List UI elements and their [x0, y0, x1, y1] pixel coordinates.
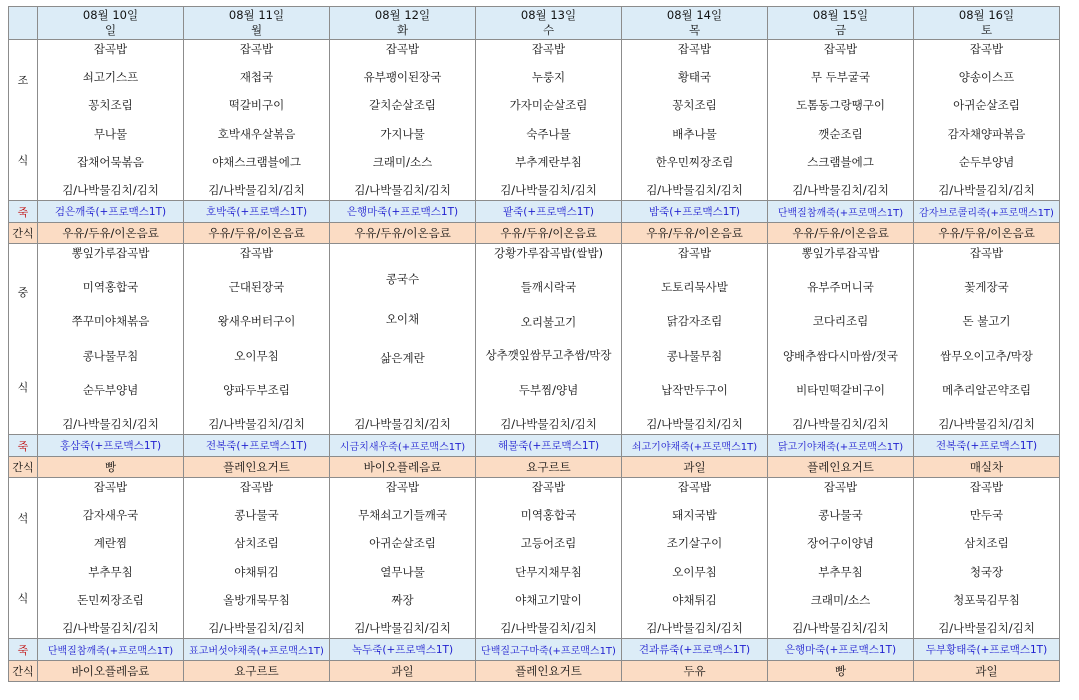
menu-item: 순두부양념	[82, 382, 139, 397]
menu-item: 조기살구이	[666, 536, 723, 551]
menu-item: 잡곡밥	[531, 42, 566, 56]
menu-item: 배추나물	[672, 126, 717, 141]
menu-item: 야채튀김	[672, 592, 717, 607]
porridge-label: 죽	[9, 201, 38, 223]
snack-cell: 요구르트	[476, 457, 622, 478]
snack-cell: 우유/두유/이온음료	[476, 223, 622, 244]
porridge-cell: 두부황태죽(+프로맥스1T)	[914, 639, 1060, 661]
menu-item: 잡곡밥	[93, 480, 128, 494]
day-weekday: 수	[542, 23, 555, 37]
menu-item: 크래미/소스	[372, 154, 433, 169]
menu-item: 쇠고기스프	[82, 70, 139, 85]
menu-item: 삼치조림	[964, 536, 1009, 551]
menu-cell	[38, 40, 184, 201]
menu-item: 숙주나물	[526, 126, 571, 141]
menu-item: 쭈꾸미야채볶음	[71, 314, 150, 329]
porridge-cell: 전복죽(+프로맥스1T)	[184, 435, 330, 457]
menu-item: 오이무침	[234, 348, 279, 363]
dinner-row	[9, 478, 1060, 639]
menu-item: 콩나물무침	[666, 348, 723, 363]
porridge-cell: 단백질고구마죽(+프로맥스1T)	[476, 639, 622, 661]
menu-item: 잡곡밥	[239, 42, 274, 56]
header-day	[330, 7, 476, 40]
snack-cell: 빵	[38, 457, 184, 478]
breakfast-porridge-row	[9, 201, 1060, 223]
menu-item: 황태국	[677, 70, 712, 85]
menu-item: 김/나박물김치/김치	[938, 620, 1035, 635]
menu-item: 뽕잎가루잡곡밥	[801, 246, 880, 260]
menu-item: 김/나박물김치/김치	[354, 416, 451, 431]
day-date: 08월 15일	[812, 8, 869, 22]
meal-label-char: 식	[17, 592, 29, 605]
snack-cell: 과일	[914, 661, 1060, 682]
menu-cell	[768, 478, 914, 639]
dinner-porridge-row	[9, 639, 1060, 661]
menu-item: 잡곡밥	[239, 246, 274, 260]
day-weekday: 금	[834, 23, 847, 37]
menu-item: 김/나박물김치/김치	[500, 182, 597, 197]
meal-label	[9, 40, 38, 201]
menu-item: 김/나박물김치/김치	[208, 182, 305, 197]
menu-item: 상추깻잎쌈무고추쌈/막장	[485, 348, 612, 363]
snack-cell: 요구르트	[184, 661, 330, 682]
snack-label: 간식	[9, 457, 38, 478]
menu-item: 비타민떡갈비구이	[796, 382, 885, 397]
menu-item: 뽕잎가루잡곡밥	[71, 246, 150, 260]
menu-item: 장어구이양념	[807, 536, 874, 551]
menu-item: 감자채양파볶음	[947, 126, 1026, 141]
menu-item: 잡곡밥	[823, 42, 858, 56]
porridge-cell: 녹두죽(+프로맥스1T)	[330, 639, 476, 661]
day-date: 08월 13일	[520, 8, 577, 22]
menu-item: 콩나물국	[234, 508, 279, 523]
menu-item: 꽃게장국	[964, 280, 1009, 295]
menu-item: 김/나박물김치/김치	[792, 620, 889, 635]
menu-item: 잡곡밥	[677, 480, 712, 494]
menu-item: 올방개묵무침	[223, 592, 290, 607]
snack-cell: 플레인요거트	[184, 457, 330, 478]
porridge-cell: 닭고기야채죽(+프로맥스1T)	[768, 435, 914, 457]
day-date: 08월 16일	[958, 8, 1015, 22]
menu-item: 무나물	[93, 126, 128, 141]
menu-item: 김/나박물김치/김치	[938, 416, 1035, 431]
snack-cell: 플레인요거트	[476, 661, 622, 682]
menu-item: 잡곡밥	[385, 42, 420, 56]
porridge-label: 죽	[9, 435, 38, 457]
menu-item: 김/나박물김치/김치	[208, 620, 305, 635]
porridge-cell: 팥죽(+프로맥스1T)	[476, 201, 622, 223]
porridge-cell: 해물죽(+프로맥스1T)	[476, 435, 622, 457]
porridge-cell: 시금치새우죽(+프로맥스1T)	[330, 435, 476, 457]
menu-item: 잡곡밥	[385, 480, 420, 494]
menu-item: 김/나박물김치/김치	[500, 620, 597, 635]
menu-item: 잡곡밥	[93, 42, 128, 56]
menu-cell	[914, 478, 1060, 639]
menu-cell	[622, 244, 768, 435]
menu-item: 아귀순살조림	[953, 98, 1020, 113]
header-day	[622, 7, 768, 40]
breakfast-snack-row	[9, 223, 1060, 244]
menu-item: 야채튀김	[234, 564, 279, 579]
menu-item: 무 두부굴국	[810, 70, 871, 85]
menu-item: 한우민찌장조림	[655, 154, 734, 169]
meal-label-char: 석	[17, 512, 29, 525]
snack-cell: 두유	[622, 661, 768, 682]
menu-item: 김/나박물김치/김치	[354, 182, 451, 197]
menu-item: 순두부양념	[958, 154, 1015, 169]
menu-cell	[184, 478, 330, 639]
meal-label-char: 조	[17, 74, 29, 87]
menu-item: 김/나박물김치/김치	[792, 182, 889, 197]
menu-item: 유부주머니국	[807, 280, 874, 295]
snack-cell: 우유/두유/이온음료	[38, 223, 184, 244]
menu-item: 잡곡밥	[531, 480, 566, 494]
snack-label: 간식	[9, 223, 38, 244]
porridge-cell: 홍삼죽(+프로맥스1T)	[38, 435, 184, 457]
menu-item: 유부팽이된장국	[363, 70, 442, 85]
snack-cell: 우유/두유/이온음료	[768, 223, 914, 244]
menu-item: 미역홍합국	[520, 508, 577, 523]
menu-item: 만두국	[969, 508, 1004, 523]
menu-item: 미역홍합국	[82, 280, 139, 295]
porridge-cell: 표고버섯야채죽(+프로맥스1T)	[184, 639, 330, 661]
menu-item: 가자미순살조림	[509, 98, 588, 113]
snack-cell: 매실차	[914, 457, 1060, 478]
menu-item: 코다리조림	[812, 314, 869, 329]
porridge-cell: 검은깨죽(+프로맥스1T)	[38, 201, 184, 223]
header-day	[768, 7, 914, 40]
day-weekday: 토	[980, 23, 993, 37]
porridge-cell: 단백질참깨죽(+프로맥스1T)	[768, 201, 914, 223]
porridge-label: 죽	[9, 639, 38, 661]
lunch-row	[9, 244, 1060, 435]
menu-cell	[768, 40, 914, 201]
menu-item: 부추무침	[818, 564, 863, 579]
menu-item: 감자새우국	[82, 508, 139, 523]
menu-item: 잡채어묵볶음	[77, 154, 144, 169]
snack-cell: 과일	[622, 457, 768, 478]
snack-cell: 플레인요거트	[768, 457, 914, 478]
menu-item: 두부찜/양념	[518, 382, 579, 397]
menu-item: 오이무침	[672, 564, 717, 579]
menu-item: 야채고기말이	[515, 592, 582, 607]
menu-item: 부추계란부침	[515, 154, 582, 169]
porridge-cell: 감자브로콜리죽(+프로맥스1T)	[914, 201, 1060, 223]
meal-label-char: 중	[17, 285, 29, 299]
porridge-cell: 쇠고기야채죽(+프로맥스1T)	[622, 435, 768, 457]
menu-item: 부추무침	[88, 564, 133, 579]
breakfast-row	[9, 40, 1060, 201]
porridge-cell: 호박죽(+프로맥스1T)	[184, 201, 330, 223]
menu-item: 김/나박물김치/김치	[938, 182, 1035, 197]
menu-item: 메추리알곤약조림	[942, 382, 1031, 397]
menu-item: 잡곡밥	[239, 480, 274, 494]
porridge-cell: 전복죽(+프로맥스1T)	[914, 435, 1060, 457]
menu-cell	[330, 40, 476, 201]
menu-item: 잡곡밥	[969, 246, 1004, 260]
snack-cell: 바이오플레음료	[330, 457, 476, 478]
menu-item: 김/나박물김치/김치	[500, 416, 597, 431]
snack-cell: 우유/두유/이온음료	[330, 223, 476, 244]
menu-item: 삶은계란	[380, 351, 425, 366]
menu-item: 호박새우살볶음	[217, 126, 296, 141]
menu-cell	[184, 40, 330, 201]
menu-item: 고등어조림	[520, 536, 577, 551]
menu-item: 닭감자조림	[666, 314, 723, 329]
menu-item: 오리불고기	[520, 314, 577, 329]
header-day	[38, 7, 184, 40]
menu-cell	[330, 244, 476, 435]
day-weekday: 일	[104, 23, 117, 37]
snack-cell: 과일	[330, 661, 476, 682]
header-corner	[9, 7, 38, 40]
menu-item: 김/나박물김치/김치	[646, 182, 743, 197]
menu-item: 꽁치조림	[672, 98, 717, 113]
menu-item: 가지나물	[380, 126, 425, 141]
dinner-snack-row	[9, 661, 1060, 682]
menu-item: 크래미/소스	[810, 592, 871, 607]
menu-item: 쌈무오이고추/막장	[940, 348, 1033, 363]
menu-item: 오이채	[385, 311, 420, 326]
snack-cell: 우유/두유/이온음료	[184, 223, 330, 244]
meal-label	[9, 244, 38, 435]
header-day	[184, 7, 330, 40]
menu-item: 갈치순살조림	[369, 98, 436, 113]
menu-cell	[476, 40, 622, 201]
day-date: 08월 11일	[228, 8, 285, 22]
snack-cell: 우유/두유/이온음료	[622, 223, 768, 244]
menu-cell	[768, 244, 914, 435]
meal-label-char: 식	[17, 154, 29, 167]
menu-item: 왕새우버터구이	[217, 314, 296, 329]
menu-item: 김/나박물김치/김치	[62, 620, 159, 635]
menu-item: 김/나박물김치/김치	[354, 620, 451, 635]
menu-item: 양파두부조림	[223, 382, 290, 397]
weekly-menu-table	[8, 6, 1060, 682]
menu-item: 콩나물국	[818, 508, 863, 523]
menu-item: 돈 불고기	[962, 314, 1011, 329]
menu-item: 도토리묵사발	[661, 280, 728, 295]
meal-label	[9, 478, 38, 639]
snack-cell: 우유/두유/이온음료	[914, 223, 1060, 244]
menu-item: 재첩국	[239, 70, 274, 85]
menu-item: 콩나물무침	[82, 348, 139, 363]
day-weekday: 월	[250, 23, 263, 37]
menu-item: 근대된장국	[228, 280, 285, 295]
menu-item: 양배추쌈다시마쌈/젓국	[783, 348, 898, 363]
menu-item: 김/나박물김치/김치	[646, 620, 743, 635]
day-date: 08월 10일	[82, 8, 139, 22]
menu-item: 김/나박물김치/김치	[208, 416, 305, 431]
menu-item: 잡곡밥	[823, 480, 858, 494]
header-day	[476, 7, 622, 40]
menu-item: 잡곡밥	[677, 246, 712, 260]
menu-item: 꽁치조림	[88, 98, 133, 113]
menu-item: 돼지국밥	[672, 508, 717, 523]
menu-item: 김/나박물김치/김치	[62, 416, 159, 431]
menu-cell	[38, 478, 184, 639]
menu-cell	[330, 478, 476, 639]
menu-item: 김/나박물김치/김치	[792, 416, 889, 431]
menu-cell	[38, 244, 184, 435]
menu-item: 잡곡밥	[969, 42, 1004, 56]
snack-cell: 빵	[768, 661, 914, 682]
menu-item: 잡곡밥	[677, 42, 712, 56]
menu-item: 삼치조림	[234, 536, 279, 551]
menu-item: 들깨시락국	[520, 280, 577, 295]
day-date: 08월 14일	[666, 8, 723, 22]
menu-item: 짜장	[391, 592, 414, 607]
menu-item: 누룽지	[531, 70, 566, 85]
menu-item: 잡곡밥	[969, 480, 1004, 494]
lunch-porridge-row	[9, 435, 1060, 457]
menu-item: 단무지채무침	[515, 564, 582, 579]
snack-cell: 바이오플레음료	[38, 661, 184, 682]
porridge-cell: 밤죽(+프로맥스1T)	[622, 201, 768, 223]
porridge-cell: 견과류죽(+프로맥스1T)	[622, 639, 768, 661]
day-date: 08월 12일	[374, 8, 431, 22]
menu-item: 야채스크램블에그	[212, 154, 301, 169]
lunch-snack-row	[9, 457, 1060, 478]
menu-cell	[184, 244, 330, 435]
menu-item: 열무나물	[380, 564, 425, 579]
menu-item: 도톰동그랑땡구이	[796, 98, 885, 113]
menu-item: 콩국수	[385, 271, 420, 286]
menu-cell	[476, 478, 622, 639]
menu-cell	[914, 40, 1060, 201]
menu-item: 돈민찌장조림	[77, 592, 144, 607]
day-weekday: 화	[396, 23, 409, 37]
menu-item: 떡갈비구이	[228, 98, 285, 113]
menu-item: 무채쇠고기들깨국	[358, 508, 447, 523]
menu-item: 김/나박물김치/김치	[646, 416, 743, 431]
porridge-cell: 은행마죽(+프로맥스1T)	[330, 201, 476, 223]
menu-cell	[476, 244, 622, 435]
menu-cell	[622, 40, 768, 201]
menu-item: 강황가루잡곡밥(쌀밥)	[494, 246, 603, 260]
header-day	[914, 7, 1060, 40]
menu-item: 양송이스프	[958, 70, 1015, 85]
meal-label-char: 식	[17, 380, 29, 394]
snack-label: 간식	[9, 661, 38, 682]
day-weekday: 목	[688, 23, 701, 37]
menu-item: 청포묵김무침	[953, 592, 1020, 607]
menu-item: 김/나박물김치/김치	[62, 182, 159, 197]
menu-item: 아귀순살조림	[369, 536, 436, 551]
porridge-cell: 단백질참깨죽(+프로맥스1T)	[38, 639, 184, 661]
menu-cell	[914, 244, 1060, 435]
menu-item: 납작만두구이	[661, 382, 728, 397]
menu-cell	[622, 478, 768, 639]
menu-item: 청국장	[969, 564, 1004, 579]
header-row	[9, 7, 1060, 40]
menu-item: 스크램블에그	[807, 154, 874, 169]
menu-item: 계란찜	[93, 536, 128, 551]
porridge-cell: 은행마죽(+프로맥스1T)	[768, 639, 914, 661]
menu-item: 깻순조림	[818, 126, 863, 141]
